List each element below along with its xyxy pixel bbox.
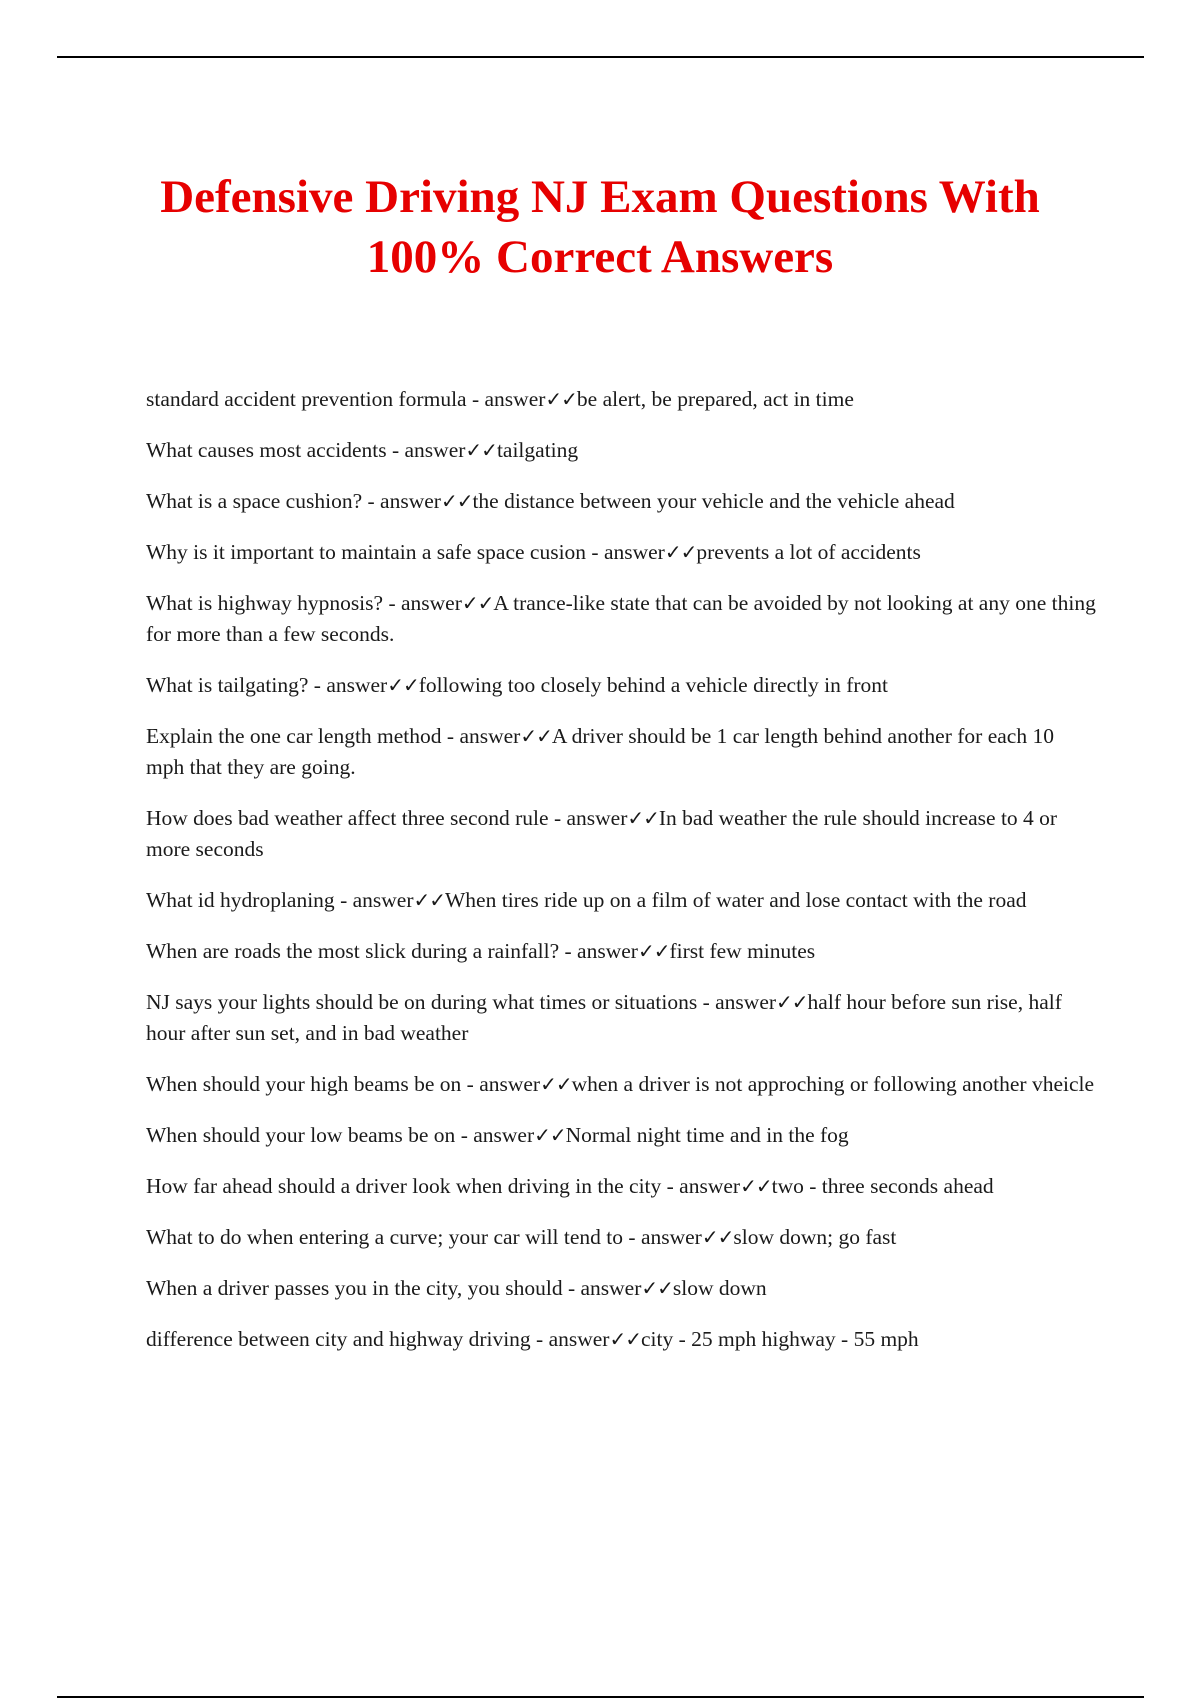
answer-separator: - answer [362,489,441,513]
checkmark-icon: ✓✓ [776,990,808,1014]
question-text: How far ahead should a driver look when driving in the city [146,1174,662,1198]
answer-separator: - answer [334,888,414,912]
answer-text: tailgating [496,438,579,462]
qa-item [146,670,1096,701]
answer-text: prevents a lot of accidents [696,540,921,564]
checkmark-icon: ✓✓ [545,387,577,411]
answer-separator: - answer [383,591,462,615]
question-text: Why is it important to maintain a safe space cusion [146,540,587,564]
bottom-rule [57,1696,1144,1698]
answer-text: slow down; go fast [733,1225,897,1249]
answer-text: When tires ride up on a film of water and lose contact with the road [445,888,1027,912]
question-text: What to do when entering a curve; your car will tend to [146,1225,624,1249]
qa-item [146,885,1096,916]
checkmark-icon: ✓✓ [520,724,552,748]
checkmark-icon: ✓✓ [641,1276,673,1300]
qa-item [146,1273,1096,1304]
answer-separator: - answer [623,1225,702,1249]
question-text: What causes most accidents [146,438,387,462]
answer-separator: - answer [661,1174,741,1198]
answer-text: two - three seconds ahead [771,1174,994,1198]
qa-item [146,1120,1096,1151]
checkmark-icon: ✓✓ [387,673,419,697]
answer-separator: - answer [308,673,388,697]
qa-item [146,936,1096,967]
qa-item [146,987,1096,1049]
title-line-2: 100% Correct Answers [366,231,834,283]
question-text: What is a space cushion? [146,489,363,513]
answer-text: first few minutes [669,939,816,963]
answer-text: slow down [672,1276,767,1300]
question-text: NJ says your lights should be on during what times or situations [146,990,698,1014]
checkmark-icon: ✓✓ [534,1123,566,1147]
qa-item [146,1069,1096,1100]
answer-text: when a driver is not approching or following another vheicle [571,1072,1095,1096]
answer-separator: - answer [562,1276,642,1300]
answer-text: half hour before sun rise, half hour after sun set, and in bad weather [146,990,1062,1045]
checkmark-icon: ✓✓ [701,1225,734,1249]
top-rule [57,56,1144,58]
question-text: When should your low beams be on [146,1123,456,1147]
checkmark-icon: ✓✓ [664,540,697,564]
qa-item [146,803,1096,865]
question-text: standard accident prevention formula [146,387,467,411]
qa-item [146,721,1096,783]
document-title [100,167,1100,287]
question-text: When a driver passes you in the city, you should [146,1276,563,1300]
question-text: difference between city and highway driving [146,1327,531,1351]
qa-item [146,1171,1096,1202]
answer-separator: - answer [455,1123,535,1147]
checkmark-icon: ✓✓ [609,1327,641,1351]
qa-item [146,1222,1096,1253]
question-text: What is highway hypnosis? [146,591,384,615]
checkmark-icon: ✓✓ [461,591,494,615]
answer-separator: - answer [530,1327,610,1351]
qa-list [146,384,1096,1375]
answer-text: city - 25 mph highway - 55 mph [641,1327,919,1351]
checkmark-icon: ✓✓ [440,489,473,513]
answer-text: A driver should be 1 car length behind another for each 10 mph that they are going. [146,724,1054,779]
qa-item [146,537,1096,568]
answer-separator: - answer [466,387,546,411]
checkmark-icon: ✓✓ [465,438,497,462]
title-line-1: Defensive Driving NJ Exam Questions With [160,171,1040,223]
answer-text: In bad weather the rule should increase to 4 or more seconds [146,806,1058,861]
answer-text: be alert, be prepared, act in time [576,387,854,411]
qa-item [146,435,1096,466]
answer-separator: - answer [548,806,628,830]
qa-item [146,486,1096,517]
answer-separator: - answer [441,724,521,748]
answer-text: Normal night time and in the fog [565,1123,849,1147]
answer-separator: - answer [386,438,466,462]
answer-separator: - answer [461,1072,541,1096]
question-text: When are roads the most slick during a rainfall? [146,939,560,963]
answer-text: the distance between your vehicle and the vehicle ahead [472,489,955,513]
answer-text: following too closely behind a vehicle directly in front [418,673,889,697]
checkmark-icon: ✓✓ [627,806,659,830]
checkmark-icon: ✓✓ [637,939,670,963]
answer-separator: - answer [559,939,638,963]
qa-item [146,384,1096,415]
qa-item [146,588,1096,650]
answer-text: A trance-like state that can be avoided by not looking at any one thing for more than a few seconds. [146,591,1096,646]
checkmark-icon: ✓✓ [540,1072,572,1096]
question-text: How does bad weather affect three second rule [146,806,549,830]
question-text: Explain the one car length method [146,724,442,748]
qa-item [146,1324,1096,1355]
question-text: When should your high beams be on [146,1072,462,1096]
answer-separator: - answer [586,540,665,564]
checkmark-icon: ✓✓ [740,1174,772,1198]
question-text: What id hydroplaning [146,888,335,912]
checkmark-icon: ✓✓ [413,888,446,912]
question-text: What is tailgating? [146,673,309,697]
answer-separator: - answer [697,990,777,1014]
